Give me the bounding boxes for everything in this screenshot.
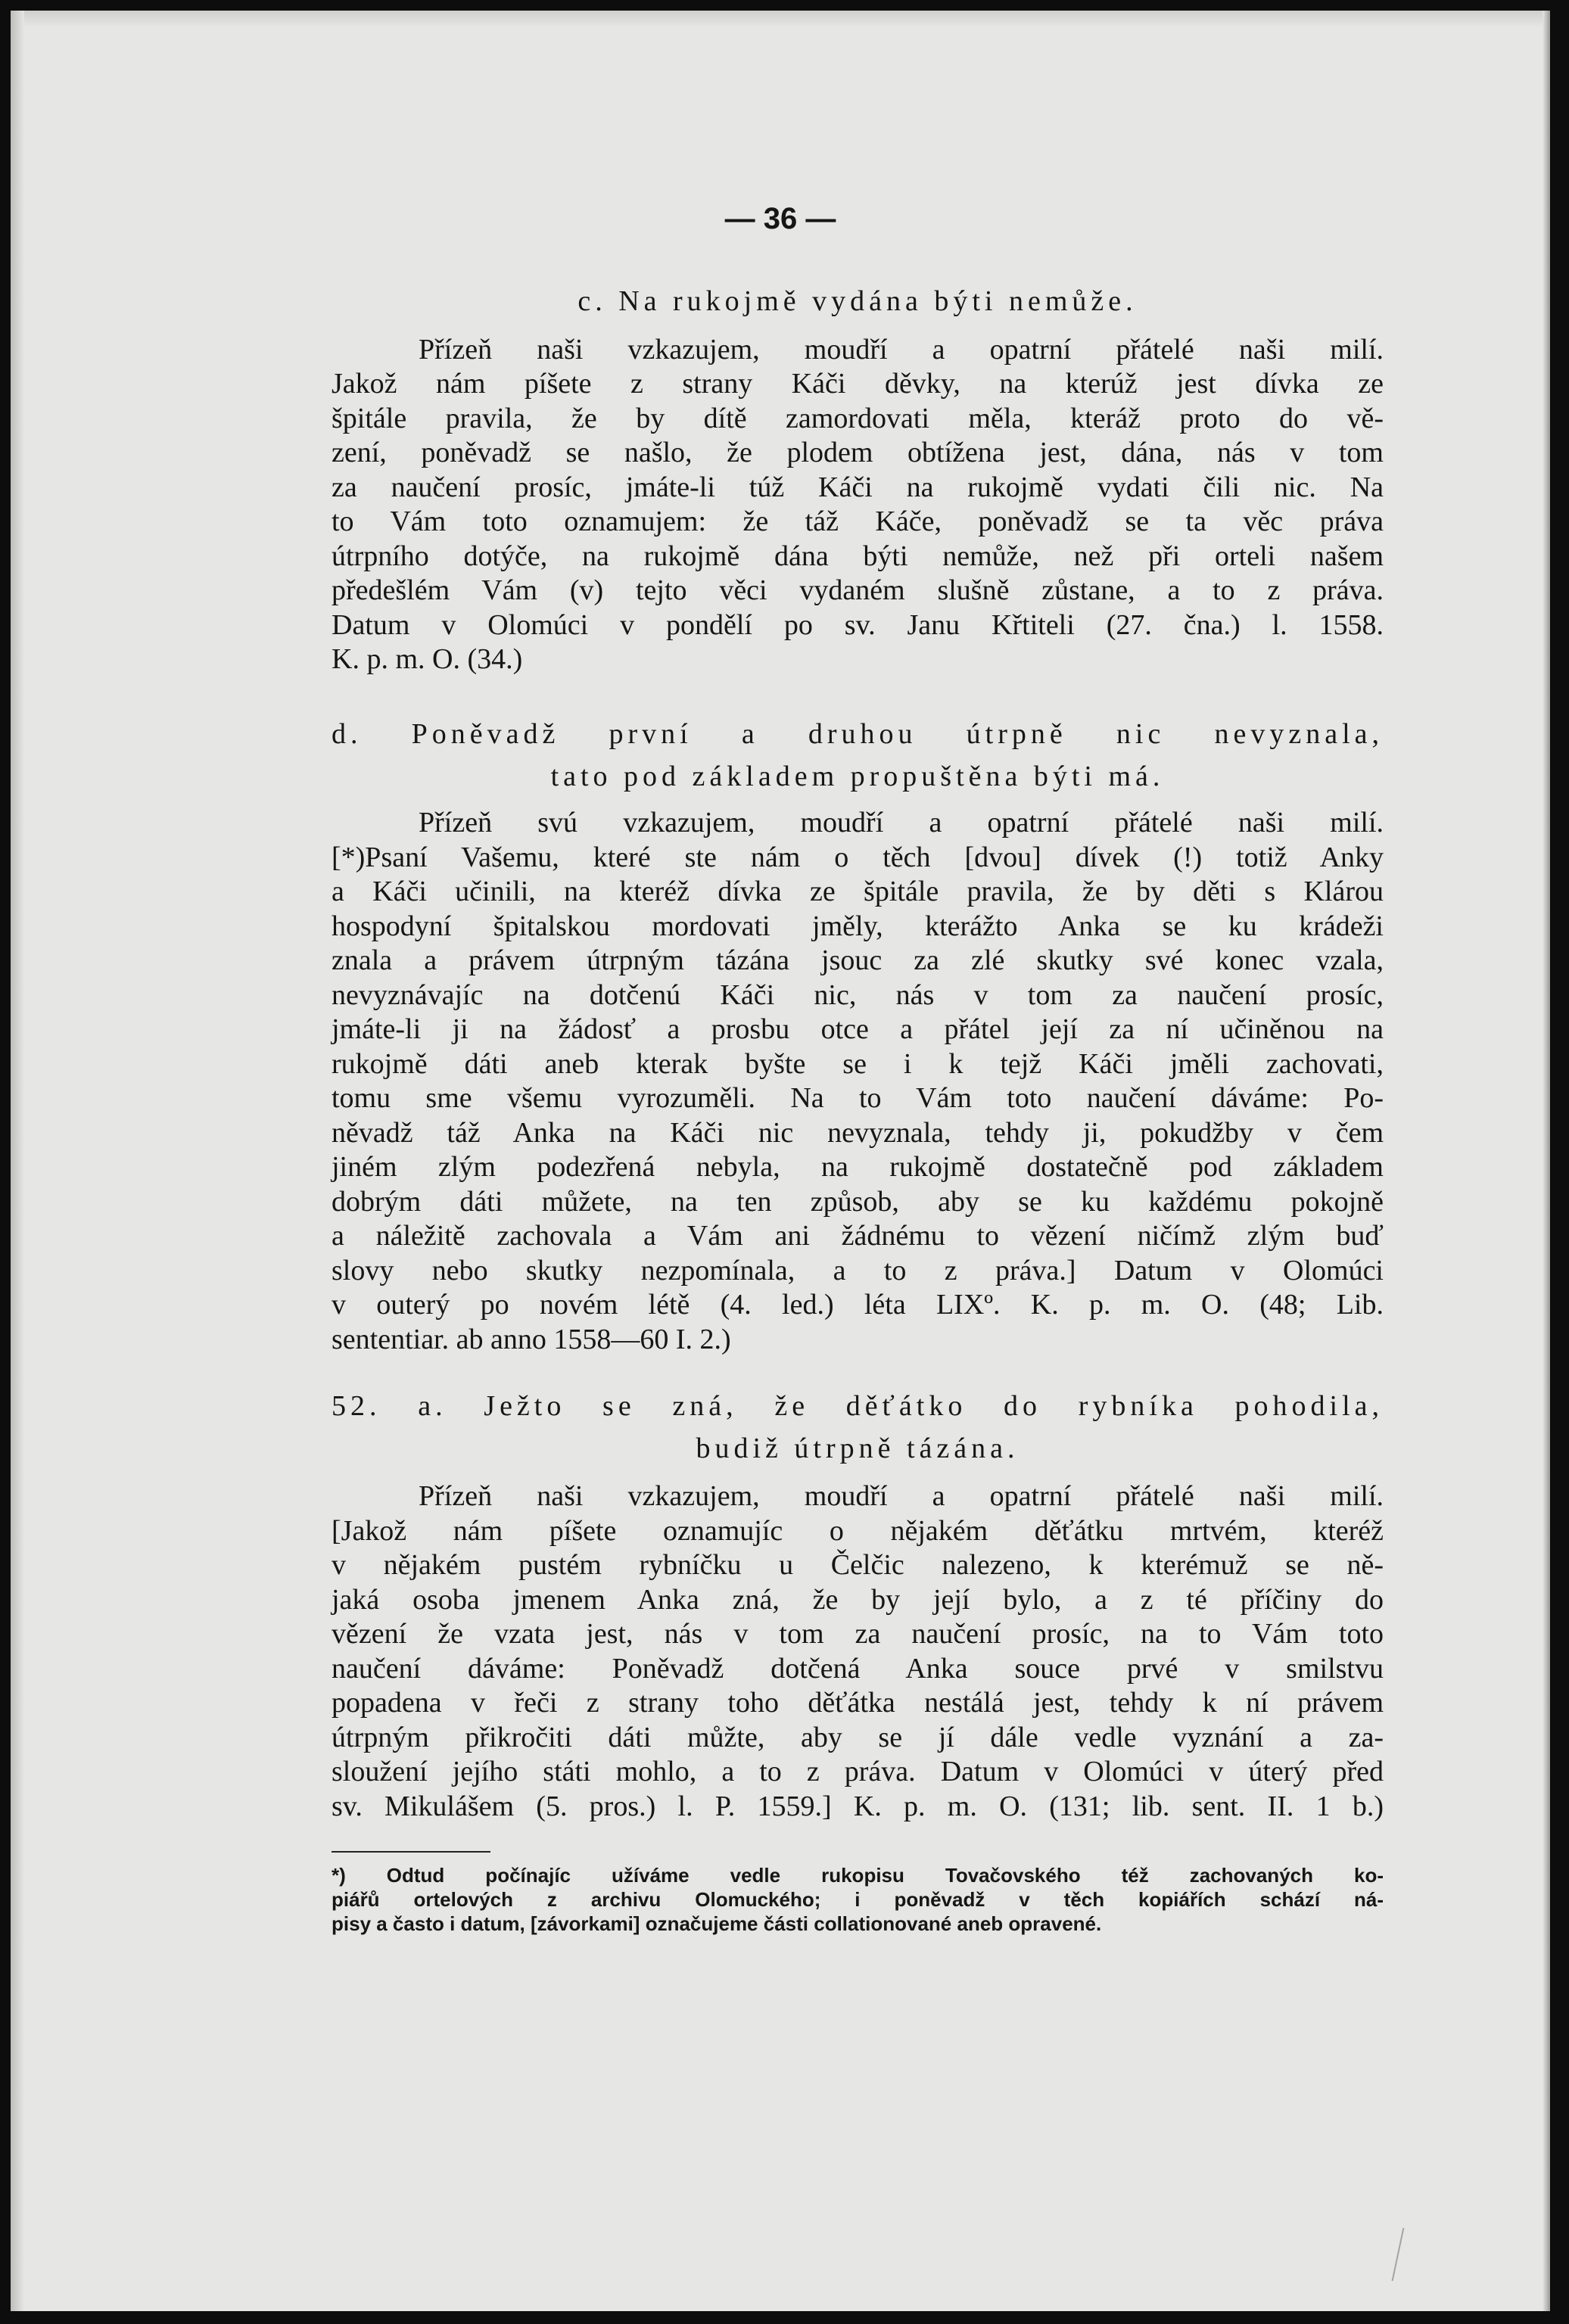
section-c bbox=[332, 285, 1384, 677]
text-line: útrpního dotýče, na rukojmě dána býti nemůže, než při orteli našem bbox=[332, 540, 1384, 572]
section-d-heading bbox=[332, 717, 1384, 794]
text-line: jiném zlým podezřená nebyla, na rukojmě dostatečně pod základem bbox=[332, 1151, 1384, 1183]
text-line: Přízeň naši vzkazujem, moudří a opatrní přátelé naši milí. bbox=[419, 1480, 1384, 1512]
text-line: Přízeň svú vzkazujem, moudří a opatrní přátelé naši milí. bbox=[419, 807, 1384, 838]
text-line: jaká osoba jmenem Anka zná, že by její bylo, a z té příčiny do bbox=[332, 1583, 1384, 1616]
text-line: nevyznávajíc na dotčenú Káči nic, nás v tom za naučení prosíc, bbox=[332, 978, 1384, 1011]
section-c-heading: c. Na rukojmě vydána býti nemůže. bbox=[577, 285, 1138, 317]
text-line: Datum v Olomúci v pondělí po sv. Janu Křtiteli (27. čna.) l. 1558. bbox=[332, 608, 1384, 641]
section-d-body bbox=[332, 806, 1384, 1357]
text-line: v nějakém pustém rybníčku u Čelčic nalezeno, k kterémuž se ně- bbox=[332, 1549, 1384, 1581]
footnote-line: *) Odtud počínajíc užíváme vedle rukopisu Tovačovského též zachovaných ko- bbox=[332, 1864, 1384, 1887]
scan-left-shadow bbox=[11, 11, 24, 2311]
text-line: sententiar. ab anno 1558—60 I. 2.) bbox=[332, 1323, 731, 1355]
text-line: a Káči učinili, na kteréž dívka ze špitále pravila, že by děti s Klárou bbox=[332, 876, 1384, 907]
text-line: popadena v řeči z strany toho děťátka nestálá jest, tehdy k ní právem bbox=[332, 1687, 1384, 1719]
text-line: [Jakož nám píšete oznamujíc o nějakém děťátku mrtvém, kteréž bbox=[332, 1514, 1384, 1547]
text-line: [*)Psaní Vašemu, které ste nám o těch [dvou] dívek (!) totiž Anky bbox=[332, 841, 1384, 873]
section-52a bbox=[332, 1389, 1384, 1824]
text-line: zení, poněvadž se našlo, že plodem obtížena jest, dána, nás v tom bbox=[332, 437, 1384, 468]
text-line: jmáte-li ji na žádosť a prosbu otce a přátel její za ní učiněnou na bbox=[332, 1013, 1384, 1045]
text-line: v outerý po novém létě (4. led.) léta LIXº. K. p. m. O. (48; Lib. bbox=[332, 1289, 1384, 1321]
page-number: — 36 — bbox=[724, 202, 836, 235]
text-line: tomu sme všemu vyrozuměli. Na to Vám toto naučení dáváme: Po- bbox=[332, 1082, 1384, 1114]
text-line: K. p. m. O. (34.) bbox=[332, 643, 523, 675]
text-line: znala a právem útrpným tázána jsouc za zlé skutky své konec vzala, bbox=[332, 944, 1384, 976]
scan-top-edge bbox=[11, 11, 1550, 27]
section-d-heading-line-1: d. Poněvadž první a druhou útrpně nic nevyznala, bbox=[332, 718, 1384, 750]
section-c-body bbox=[332, 333, 1384, 677]
text-line: za naučení prosíc, jmáte-li túž Káči na rukojmě vydati čili nic. Na bbox=[332, 471, 1384, 503]
text-line: Jakož nám píšete z strany Káči děvky, na kterúž jest dívka ze bbox=[332, 368, 1384, 400]
text-line: předešlém Vám (v) tejto věci vydaném slušně zůstane, a to z práva. bbox=[332, 574, 1384, 606]
footnote-line: pisy a často i datum, [závorkami] označujeme části collationované aneb opravené. bbox=[332, 1912, 1102, 1935]
section-52a-heading bbox=[332, 1389, 1384, 1466]
section-52a-body bbox=[332, 1479, 1384, 1824]
text-line: to Vám toto oznamujem: že táž Káče, poněvadž se ta věc práva bbox=[332, 506, 1384, 537]
text-line: něvadž táž Anka na Káči nic nevyznala, tehdy ji, pokudžby v čem bbox=[332, 1116, 1384, 1149]
text-line: a náležitě zachovala a Vám ani žádnému to vězení ničímž zlým buď bbox=[332, 1220, 1384, 1252]
text-line: vězení že vzata jest, nás v tom za naučení prosíc, na to Vám toto bbox=[332, 1618, 1384, 1650]
footnote bbox=[332, 1863, 1384, 1936]
text-line: sv. Mikulášem (5. pros.) l. P. 1559.] K. p. m. O. (131; lib. sent. II. 1 b.) bbox=[332, 1790, 1384, 1822]
text-line: dobrým dáti můžete, na ten způsob, aby se ku každému pokojně bbox=[332, 1185, 1384, 1218]
footnote-line: piářů ortelových z archivu Olomuckého; i poněvadž v těch kopiářích schází ná- bbox=[332, 1888, 1384, 1911]
section-52a-heading-line-1: 52. a. Ježto se zná, že děťátko do rybníka pohodila, bbox=[332, 1390, 1384, 1422]
scan-pencil-mark bbox=[1392, 2228, 1450, 2281]
text-line: naučení dáváme: Poněvadž dotčená Anka souce prvé v smilstvu bbox=[332, 1652, 1384, 1685]
scan-right-edge bbox=[1543, 11, 1550, 2311]
text-line: hospodyní špitalskou mordovati jměly, kterážto Anka se ku krádeži bbox=[332, 910, 1384, 942]
text-line: špitále pravila, že by dítě zamordovati měla, kteráž proto do vě- bbox=[332, 402, 1384, 434]
footnote-divider bbox=[332, 1851, 490, 1853]
text-line: sloužení jejího státi mohlo, a to z práva. Datum v Olomúci v úterý před bbox=[332, 1756, 1384, 1787]
scanned-page bbox=[11, 11, 1550, 2311]
text-line: Přízeň naši vzkazujem, moudří a opatrní přátelé naši milí. bbox=[419, 333, 1384, 366]
text-line: rukojmě dáti aneb kterak byšte se i k tejž Káči jměli zachovati, bbox=[332, 1047, 1384, 1080]
section-d bbox=[332, 717, 1384, 1357]
text-line: slovy nebo skutky nezpomínala, a to z práva.] Datum v Olomúci bbox=[332, 1254, 1384, 1286]
section-52a-heading-line-2: budiž útrpně tázána. bbox=[696, 1432, 1020, 1464]
text-line: útrpným přikročiti dáti můžte, aby se jí dále vedle vyznání a za- bbox=[332, 1721, 1384, 1753]
section-d-heading-line-2: tato pod základem propuštěna býti má. bbox=[550, 760, 1165, 792]
